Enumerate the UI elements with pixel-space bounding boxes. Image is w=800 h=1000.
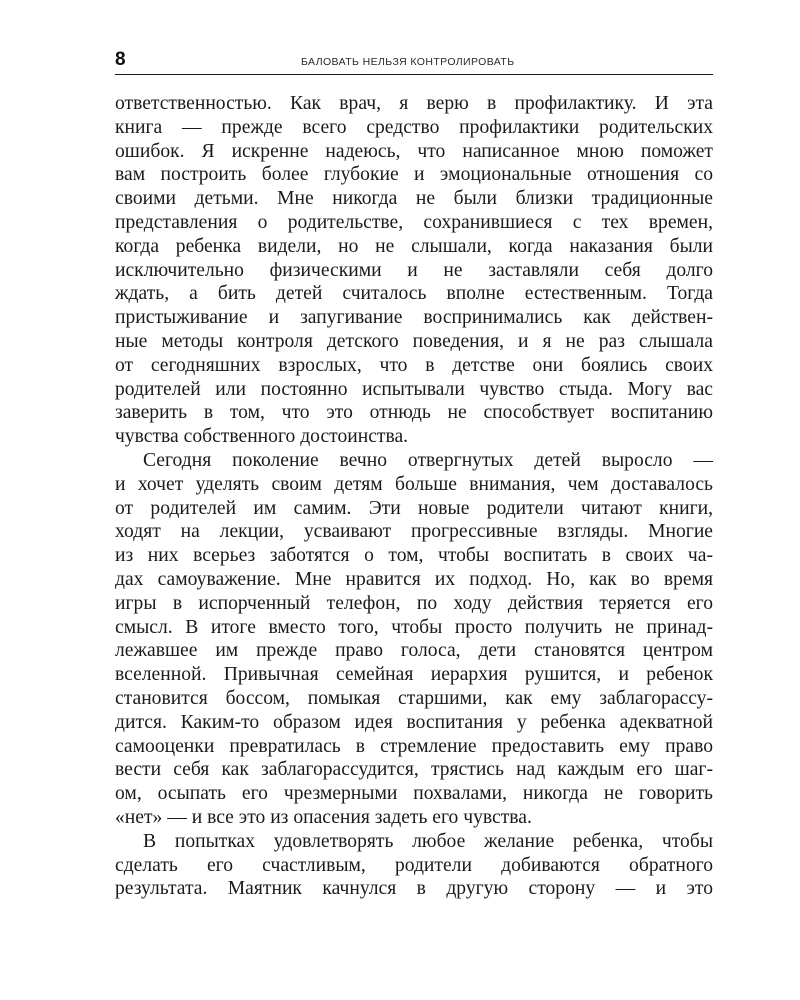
text-line: лежавшее им прежде право голоса, дети становятся центром	[115, 640, 713, 662]
text-line: «нет» — и все это из опасения задеть его чувства.	[115, 806, 532, 828]
text-line: самооценки превратилась в стремление предоставить ему право	[115, 735, 713, 757]
text-line: сделать его счастливым, родители добиваются обратного	[115, 854, 713, 876]
running-header	[115, 48, 713, 75]
text-line: чувства собственного достоинства.	[115, 426, 409, 448]
text-line: ходят на лекции, усваивают прогрессивные взгляды. Многие	[115, 521, 713, 543]
body-text	[115, 92, 713, 901]
text-line: Сегодня поколение вечно отвергнутых детей выросло —	[143, 449, 713, 471]
text-line: игры в испорченный телефон, по ходу действия теряется его	[115, 592, 713, 614]
text-line: пристыживание и запугивание воспринимались как действен-	[115, 307, 713, 329]
text-line: книга — прежде всего средство профилактики родительских	[115, 116, 713, 138]
text-line: смысл. В итоге вместо того, чтобы просто получить не принад-	[115, 616, 713, 638]
text-line: своими детьми. Мне никогда не были близки традиционные	[115, 188, 713, 210]
text-line: от родителей им самим. Эти новые родители читают книги,	[115, 497, 713, 519]
text-line: дах самоуважение. Мне нравится их подход. Но, как во время	[115, 568, 713, 590]
text-line: от сегодняшних взрослых, что в детстве они боялись своих	[115, 354, 713, 376]
running-title: БАЛОВАТЬ НЕЛЬЗЯ КОНТРОЛИРОВАТЬ	[301, 56, 515, 68]
text-line: и хочет уделять своим детям больше внимания, чем доставалось	[115, 473, 713, 495]
text-line: ответственностью. Как врач, я верю в профилактику. И эта	[115, 93, 713, 114]
text-line: когда ребенка видели, но не слышали, когда наказания были	[115, 235, 713, 257]
text-line: результата. Маятник качнулся в другую сторону — и это	[115, 878, 713, 900]
text-line: становится боссом, помыкая старшими, как ему заблагорассу-	[115, 687, 713, 709]
text-line: представления о родительстве, сохранившиеся с тех времен,	[115, 211, 713, 233]
text-line: ные методы контроля детского поведения, и я не раз слышала	[115, 330, 713, 352]
text-line: из них всерьез заботятся о том, чтобы воспитать в своих ча-	[115, 545, 713, 567]
text-line: дится. Каким-то образом идея воспитания у ребенка адекватной	[115, 711, 713, 733]
text-line: В попытках удовлетворять любое желание ребенка, чтобы	[143, 830, 713, 852]
page-number: 8	[115, 49, 126, 70]
text-line: ом, осыпать его чрезмерными похвалами, никогда не говорить	[115, 783, 713, 805]
text-line: родителей или постоянно испытывали чувство стыда. Могу вас	[115, 378, 713, 400]
text-line: вселенной. Привычная семейная иерархия рушится, и ребенок	[115, 664, 713, 686]
text-line: ждать, а бить детей считалось вполне естественным. Тогда	[115, 283, 713, 305]
text-line: вести себя как заблагорассудится, трястись над каждым его шаг-	[115, 759, 713, 781]
text-line: заверить в том, что это отнюдь не способствует воспитанию	[115, 402, 713, 424]
text-line: ошибок. Я искренне надеюсь, что написанное мною поможет	[115, 140, 713, 162]
text-line: вам построить более глубокие и эмоциональные отношения со	[115, 164, 713, 186]
text-line: исключительно физическими и не заставляли себя долго	[115, 259, 713, 281]
